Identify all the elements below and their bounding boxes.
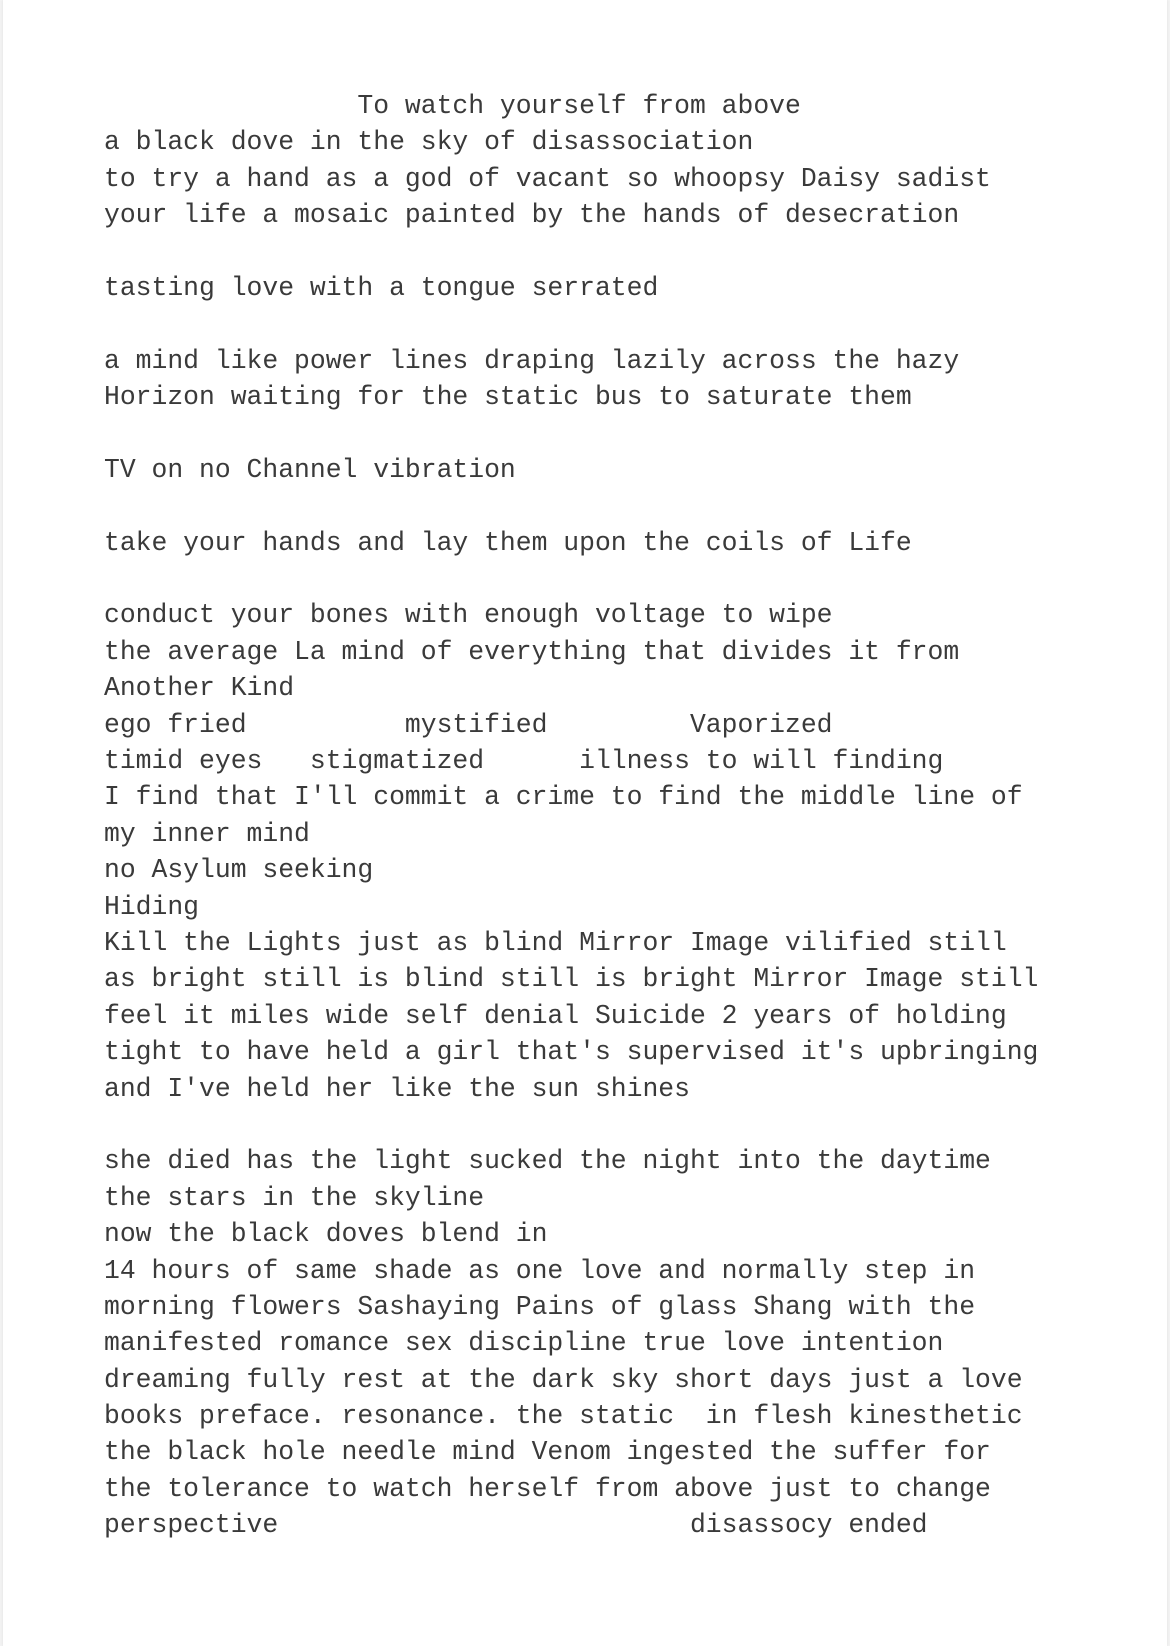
poem-line: your life a mosaic painted by the hands of desecration [104,200,960,231]
document-page [3,0,1167,1646]
poem-line: the stars in the skyline [104,1182,485,1213]
poem-line: the tolerance to watch herself from above just to change [104,1473,991,1504]
poem-line: a black dove in the sky of disassociation [104,127,754,158]
poem-line: conduct your bones with enough voltage to wipe [104,600,833,631]
poem-line: as bright still is blind still is bright Mirror Image still [104,964,1039,995]
poem-line: and I've held her like the sun shines [104,1073,690,1104]
poem-line [104,561,1038,597]
poem-line: she died has the light sucked the night into the daytime [104,1146,991,1177]
poem-line: I find that I'll commit a crime to find the middle line of [104,782,1023,813]
poem-line [104,306,1038,342]
poem-line: perspective disassocy ended [104,1510,928,1541]
poem-line: the average La mind of everything that divides it from [104,636,960,667]
poem-line [104,416,1038,452]
poem-line: tasting love with a tongue serrated [104,272,659,303]
poem-line: take your hands and lay them upon the coils of Life [104,527,912,558]
poem-line: no Asylum seeking [104,855,374,886]
poem-line: to try a hand as a god of vacant so whoopsy Daisy sadist [104,163,991,194]
poem-text [104,88,1038,1544]
poem-line: feel it miles wide self denial Suicide 2 years of holding [104,1000,1007,1031]
poem-line: Horizon waiting for the static bus to saturate them [104,382,912,413]
poem-line: now the black doves blend in [104,1219,548,1250]
poem-line: Another Kind [104,673,295,704]
poem-line: the black hole needle mind Venom ingested the suffer for [104,1437,991,1468]
poem-line [104,234,1038,270]
poem-line: ego fried mystified Vaporized [104,709,833,740]
poem-line: Kill the Lights just as blind Mirror Image vilified still [104,927,1007,958]
poem-line: Hiding [104,891,200,922]
poem-line: my inner mind [104,818,310,849]
poem-line: timid eyes stigmatized illness to will finding [104,746,944,777]
poem-line: TV on no Channel vibration [104,454,516,485]
poem-line: manifested romance sex discipline true love intention [104,1328,944,1359]
poem-line: a mind like power lines draping lazily across the hazy [104,345,960,376]
poem-line: dreaming fully rest at the dark sky short days just a love [104,1364,1023,1395]
poem-line: To watch yourself from above [104,91,801,121]
poem-line [104,488,1038,524]
poem-line: tight to have held a girl that's supervised it's upbringing [104,1037,1039,1068]
poem-line: books preface. resonance. the static in flesh kinesthetic [104,1401,1023,1432]
poem-line: 14 hours of same shade as one love and normally step in [104,1255,976,1286]
poem-line: morning flowers Sashaying Pains of glass Shang with the [104,1291,976,1322]
poem-line [104,1107,1038,1143]
